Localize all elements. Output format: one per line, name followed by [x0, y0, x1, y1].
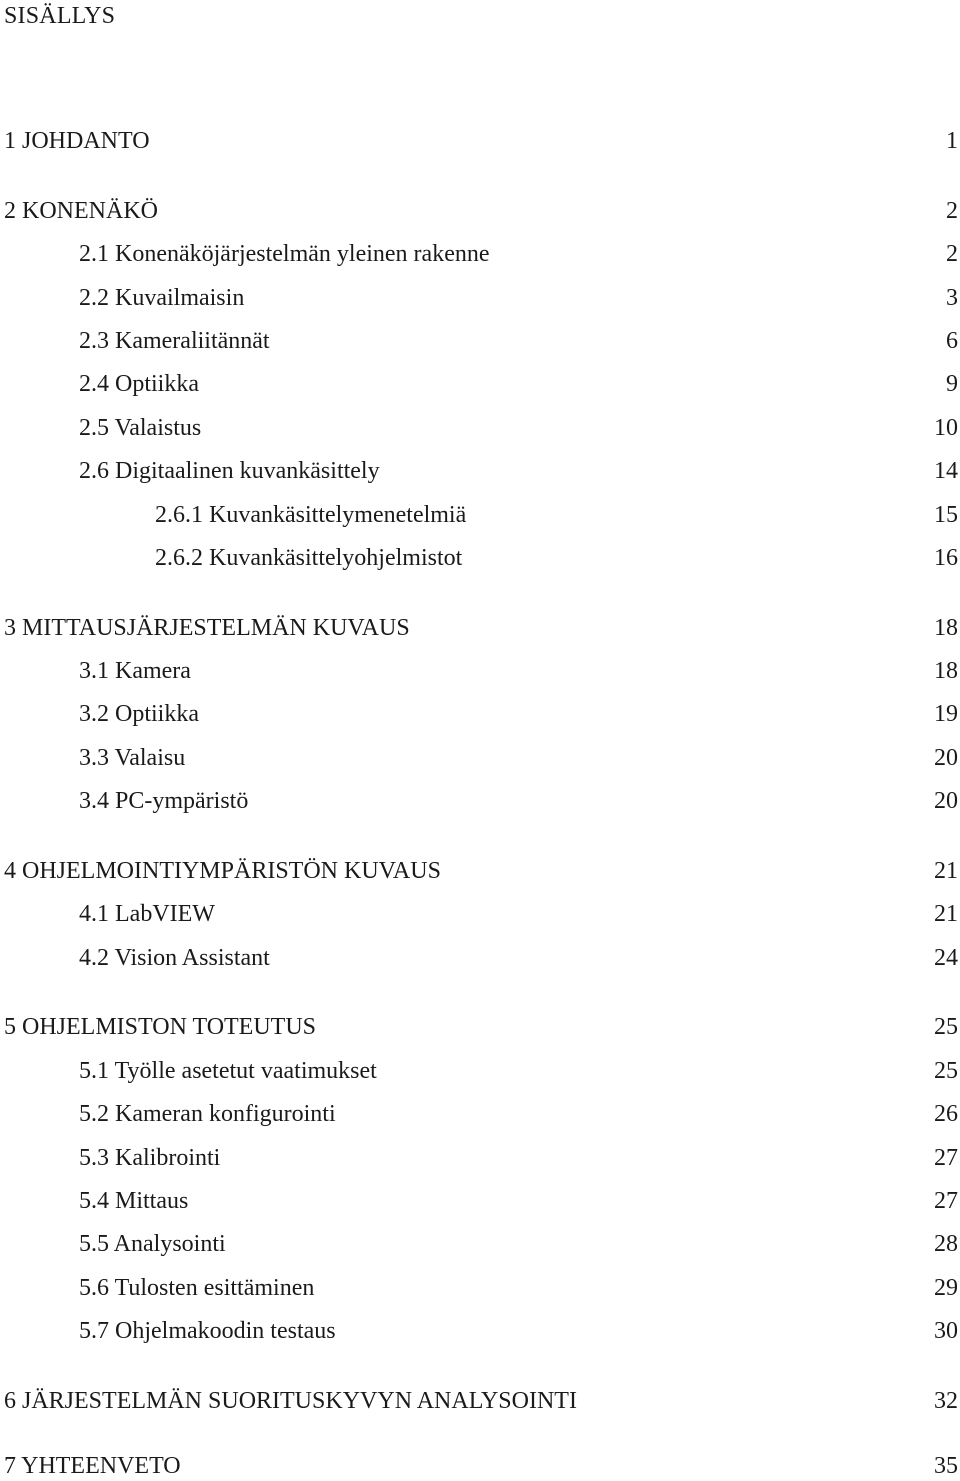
- toc-entry-title: 3.4 PC-ympäristö: [79, 788, 249, 814]
- toc-entry-title: 5.4 Mittaus: [79, 1188, 189, 1214]
- toc-entry-2-6: [0, 456, 960, 486]
- toc-entry-title: 2.4 Optiikka: [79, 371, 199, 397]
- toc-entry-title: 5.1 Työlle asetetut vaatimukset: [79, 1058, 377, 1084]
- toc-entry-2: [0, 196, 960, 226]
- toc-entry-page: 28: [934, 1231, 958, 1257]
- toc-entry-title: 5.5 Analysointi: [79, 1231, 226, 1257]
- toc-entry-7: [0, 1451, 960, 1481]
- toc-entry-title: 2.6.1 Kuvankäsittelymenetelmiä: [155, 502, 467, 528]
- toc-entry-page: 2: [946, 198, 958, 224]
- toc-entry-page: 35: [934, 1453, 958, 1479]
- toc-entry-5-1: [0, 1056, 960, 1086]
- toc-entry-title: 6 JÄRJESTELMÄN SUORITUSKYVYN ANALYSOINTI: [4, 1388, 577, 1414]
- toc-entry-page: 25: [934, 1014, 958, 1040]
- toc-entry-title: 3 MITTAUSJÄRJESTELMÄN KUVAUS: [4, 615, 410, 641]
- toc-entry-3-4: [0, 786, 960, 816]
- toc-entry-5-7: [0, 1316, 960, 1346]
- toc-entry-3-2: [0, 699, 960, 729]
- toc-entry-title: 2.1 Konenäköjärjestelmän yleinen rakenne: [79, 241, 490, 267]
- toc-entry-page: 29: [934, 1275, 958, 1301]
- toc-entry-page: 20: [934, 745, 958, 771]
- toc-entry-page: 24: [934, 945, 958, 971]
- toc-entry-4: [0, 856, 960, 886]
- toc-entry-title: 1 JOHDANTO: [4, 128, 150, 154]
- toc-entry-page: 32: [934, 1388, 958, 1414]
- toc-entry-page: 27: [934, 1188, 958, 1214]
- toc-entry-page: 21: [934, 901, 958, 927]
- toc-entry-2-6-1: [0, 500, 960, 530]
- toc-entry-page: 16: [934, 545, 958, 571]
- toc-entry-5-3: [0, 1143, 960, 1173]
- toc-entry-title: 2.2 Kuvailmaisin: [79, 285, 245, 311]
- toc-entry-title: 3.1 Kamera: [79, 658, 191, 684]
- toc-entry-3: [0, 613, 960, 643]
- toc-entry-2-4: [0, 369, 960, 399]
- toc-entry-page: 15: [934, 502, 958, 528]
- toc-entry-4-1: [0, 899, 960, 929]
- toc-entry-title: 5.7 Ohjelmakoodin testaus: [79, 1318, 336, 1344]
- toc-entry-page: 1: [946, 128, 958, 154]
- toc-entry-page: 6: [946, 328, 958, 354]
- toc-entry-5-4: [0, 1186, 960, 1216]
- toc-entry-3-1: [0, 656, 960, 686]
- toc-entry-title: 4.1 LabVIEW: [79, 901, 215, 927]
- toc-entry-page: 25: [934, 1058, 958, 1084]
- toc-entry-6: [0, 1386, 960, 1416]
- toc-entry-page: 9: [946, 371, 958, 397]
- toc-entry-page: 27: [934, 1145, 958, 1171]
- toc-entry-title: 2 KONENÄKÖ: [4, 198, 158, 224]
- toc-entry-page: 10: [934, 415, 958, 441]
- toc-entry-page: 2: [946, 241, 958, 267]
- toc-entry-title: 7 YHTEENVETO: [4, 1453, 181, 1479]
- toc-entry-1: [0, 126, 960, 156]
- toc-entry-4-2: [0, 943, 960, 973]
- toc-entry-title: 2.6.2 Kuvankäsittelyohjelmistot: [155, 545, 463, 571]
- toc-entry-page: 30: [934, 1318, 958, 1344]
- toc-entry-title: 2.6 Digitaalinen kuvankäsittely: [79, 458, 380, 484]
- toc-entry-3-3: [0, 743, 960, 773]
- toc-entry-2-5: [0, 413, 960, 443]
- toc-entry-title: 3.2 Optiikka: [79, 701, 199, 727]
- toc-entry-page: 18: [934, 615, 958, 641]
- toc-entry-2-2: [0, 283, 960, 313]
- toc-entry-2-6-2: [0, 543, 960, 573]
- toc-entry-page: 3: [946, 285, 958, 311]
- page-title: SISÄLLYS: [4, 3, 116, 29]
- toc-entry-5-2: [0, 1099, 960, 1129]
- toc-entry-title: 5.6 Tulosten esittäminen: [79, 1275, 315, 1301]
- toc-entry-title: 2.5 Valaistus: [79, 415, 202, 441]
- toc-entry-5-6: [0, 1273, 960, 1303]
- toc-entry-5-5: [0, 1229, 960, 1259]
- toc-entry-page: 19: [934, 701, 958, 727]
- toc-entry-2-1: [0, 239, 960, 269]
- toc-entry-page: 18: [934, 658, 958, 684]
- toc-entry-title: 4.2 Vision Assistant: [79, 945, 270, 971]
- toc-entry-page: 21: [934, 858, 958, 884]
- toc-entry-page: 14: [934, 458, 958, 484]
- toc-entry-title: 5.3 Kalibrointi: [79, 1145, 221, 1171]
- toc-entry-title: 3.3 Valaisu: [79, 745, 186, 771]
- toc-entry-title: 4 OHJELMOINTIYMPÄRISTÖN KUVAUS: [4, 858, 441, 884]
- toc-entry-5: [0, 1012, 960, 1042]
- toc-entry-page: 20: [934, 788, 958, 814]
- toc-entry-title: 2.3 Kameraliitännät: [79, 328, 270, 354]
- toc-entry-title: 5 OHJELMISTON TOTEUTUS: [4, 1014, 317, 1040]
- toc-entry-title: 5.2 Kameran konfigurointi: [79, 1101, 336, 1127]
- toc-entry-page: 26: [934, 1101, 958, 1127]
- toc-entry-2-3: [0, 326, 960, 356]
